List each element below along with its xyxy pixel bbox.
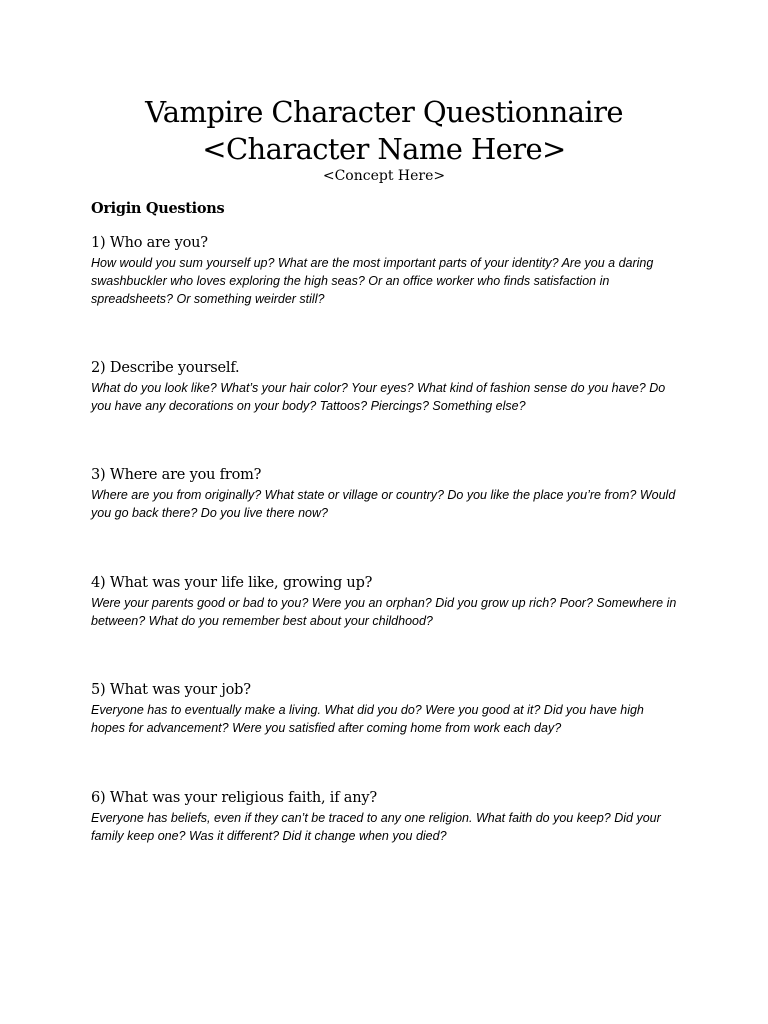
- question-title: 2) Describe yourself.: [91, 360, 240, 376]
- question-title: 4) What was your life like, growing up?: [91, 575, 373, 591]
- question-block: [91, 358, 691, 415]
- question-description: How would you sum yourself up? What are the most important parts of your identity? Are you a daring swashbuckler who loves exploring the high seas? Or an office worker who finds satisfaction in spreadsheets? Or something weirder still?: [91, 256, 654, 306]
- document-title: Vampire Character Questionnaire: [145, 95, 623, 129]
- question-description: Where are you from originally? What state or village or country? Do you like the place you’re from? Would you go back there? Do you live there now?: [91, 488, 676, 520]
- question-block: [91, 680, 691, 737]
- question-block: [91, 465, 691, 522]
- question-title: 3) Where are you from?: [91, 467, 262, 483]
- character-name: <Character Name Here>: [202, 132, 566, 166]
- question-description: What do you look like? What’s your hair color? Your eyes? What kind of fashion sense do you have? Do you have any decorations on your body? Tattoos? Piercings? Something else?: [91, 381, 666, 413]
- question-description: Everyone has beliefs, even if they can’t be traced to any one religion. What faith do you keep? Did your family keep one? Was it different? Did it change when you died?: [91, 811, 661, 843]
- question-block: [91, 233, 691, 308]
- question-title: 6) What was your religious faith, if any?: [91, 790, 377, 806]
- section-heading: Origin Questions: [91, 200, 225, 217]
- question-description: Everyone has to eventually make a living. What did you do? Were you good at it? Did you have high hopes for advancement? Were you satisfied after coming home from work each day?: [91, 703, 644, 735]
- question-block: [91, 788, 691, 845]
- question-title: 5) What was your job?: [91, 682, 251, 698]
- question-description: Were your parents good or bad to you? Were you an orphan? Did you grow up rich? Poor? Somewhere in between? What do you remember best about your childhood?: [91, 596, 677, 628]
- concept-subtitle: <Concept Here>: [322, 168, 446, 184]
- question-block: [91, 573, 691, 630]
- question-title: 1) Who are you?: [91, 235, 208, 251]
